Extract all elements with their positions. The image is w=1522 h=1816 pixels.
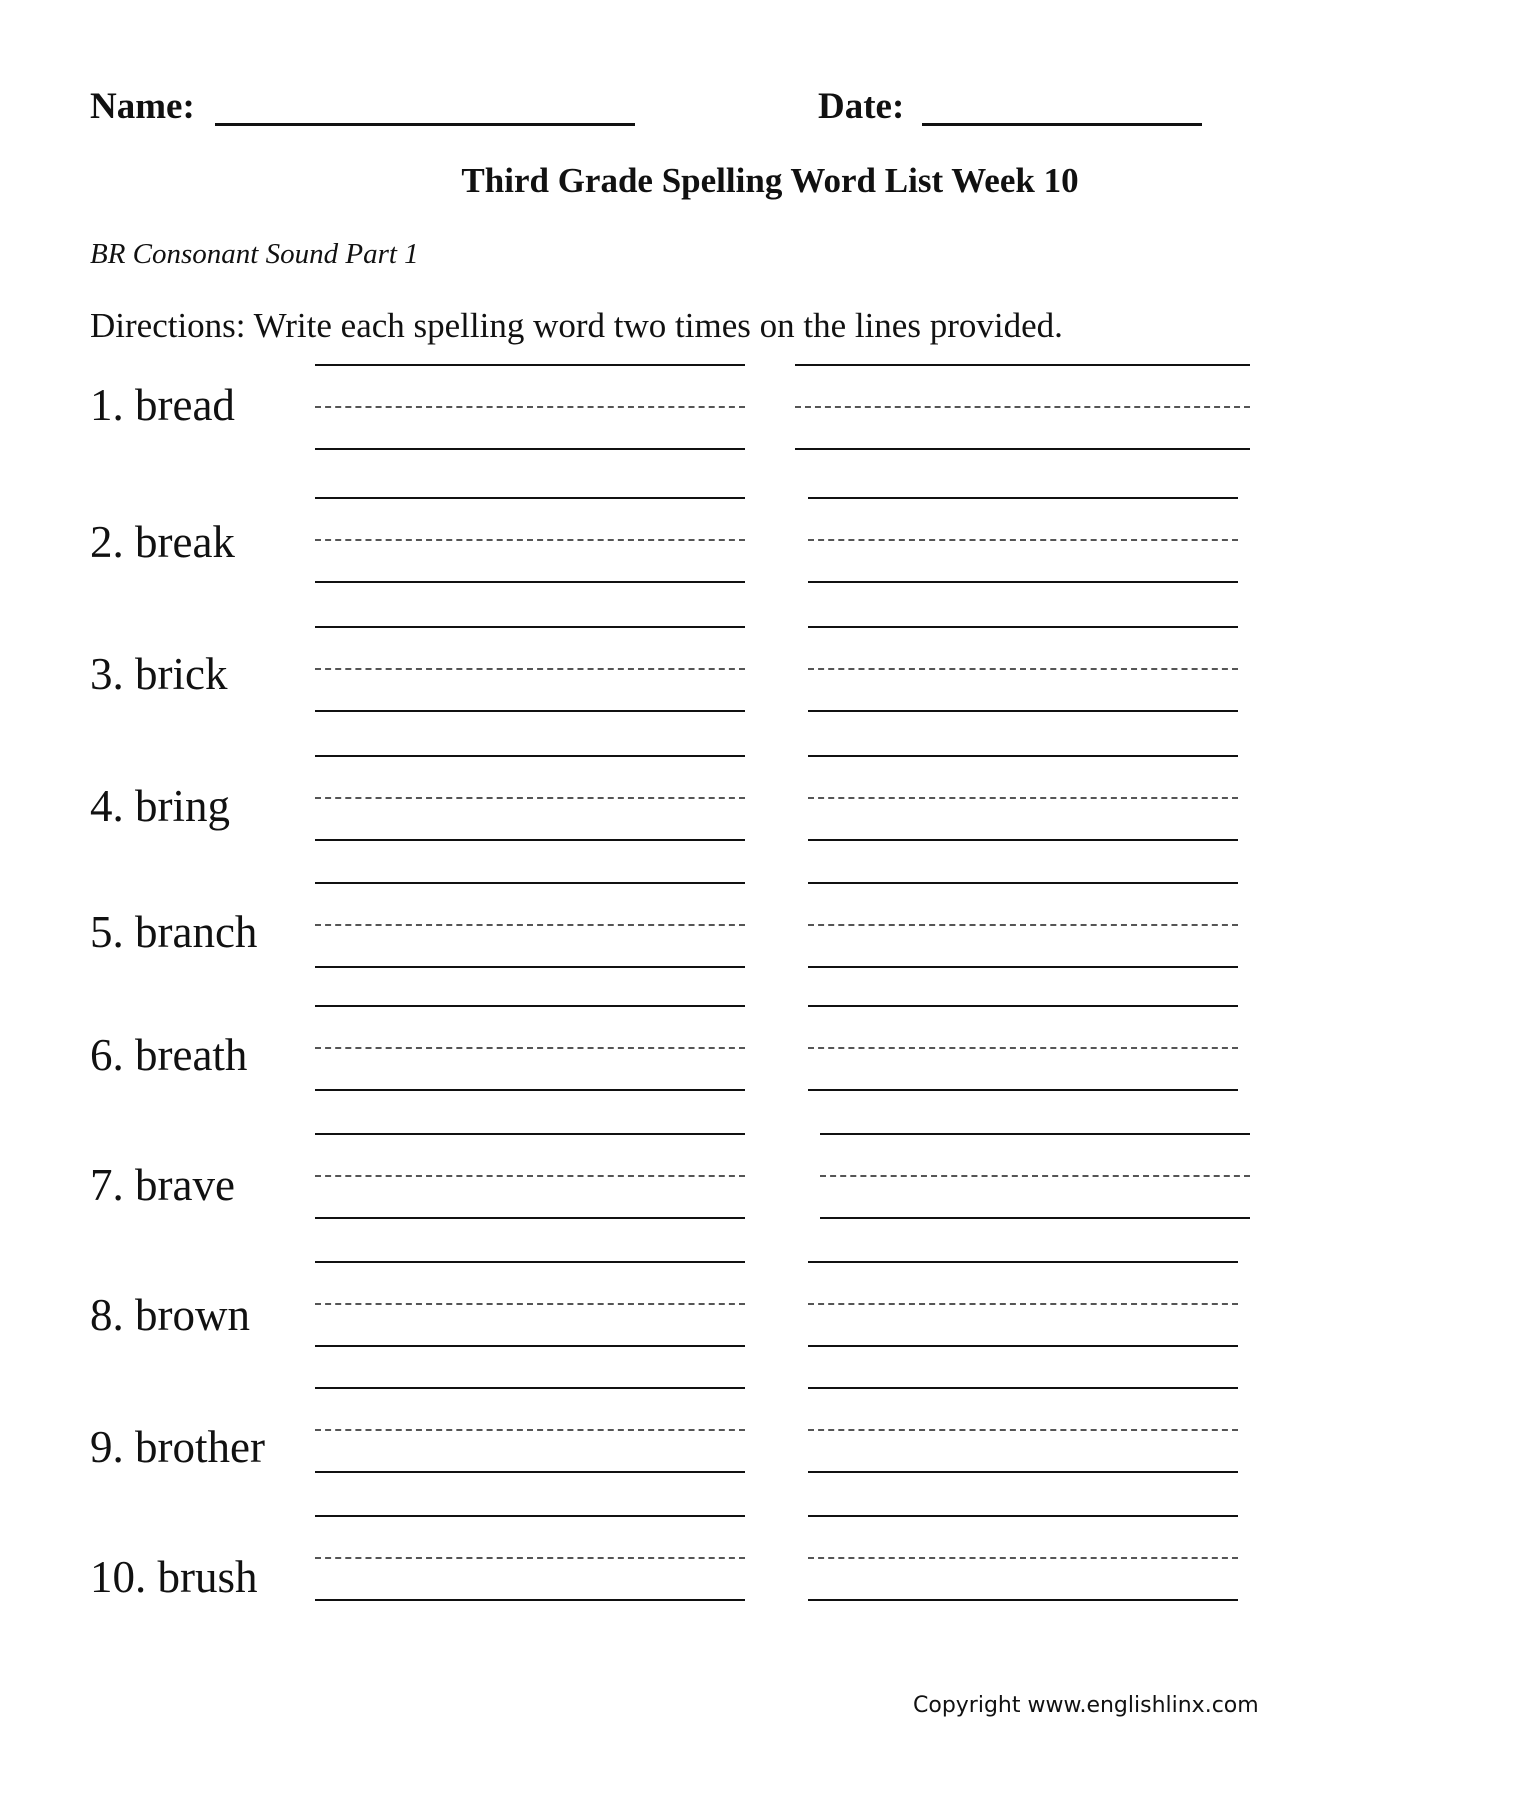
writing-line-midline — [808, 668, 1238, 670]
writing-line-base[interactable] — [315, 1471, 745, 1473]
writing-line-top[interactable] — [808, 1261, 1238, 1263]
writing-line-base[interactable] — [808, 1089, 1238, 1091]
writing-line-midline — [795, 406, 1250, 408]
writing-line-midline — [315, 1429, 745, 1431]
writing-line-midline — [820, 1175, 1250, 1177]
writing-line-base[interactable] — [315, 1089, 745, 1091]
writing-line-base[interactable] — [808, 1599, 1238, 1601]
directions-text: Directions: Write each spelling word two times on the lines provided. — [90, 306, 1063, 345]
writing-line-midline — [315, 1303, 745, 1305]
writing-line-top[interactable] — [808, 1515, 1238, 1517]
writing-line-base[interactable] — [315, 1217, 745, 1219]
writing-line-base[interactable] — [808, 581, 1238, 583]
writing-line-top[interactable] — [808, 1005, 1238, 1007]
writing-line-midline — [808, 1557, 1238, 1559]
spelling-word: 7. brave — [90, 1160, 235, 1210]
writing-line-base[interactable] — [315, 448, 745, 450]
writing-line-base[interactable] — [795, 448, 1250, 450]
spelling-word: 6. breath — [90, 1030, 248, 1080]
writing-line-midline — [808, 1047, 1238, 1049]
writing-line-base[interactable] — [315, 839, 745, 841]
writing-line-midline — [315, 1557, 745, 1559]
writing-line-base[interactable] — [315, 710, 745, 712]
spelling-word: 4. bring — [90, 781, 230, 831]
writing-line-base[interactable] — [820, 1217, 1250, 1219]
writing-line-midline — [315, 1047, 745, 1049]
writing-line-top[interactable] — [315, 364, 745, 366]
writing-line-base[interactable] — [315, 581, 745, 583]
name-blank-line[interactable] — [215, 123, 635, 126]
writing-line-base[interactable] — [315, 1599, 745, 1601]
worksheet-title: Third Grade Spelling Word List Week 10 — [461, 161, 1079, 200]
writing-line-midline — [808, 1429, 1238, 1431]
writing-line-top[interactable] — [315, 1261, 745, 1263]
writing-line-base[interactable] — [808, 966, 1238, 968]
writing-line-base[interactable] — [808, 1471, 1238, 1473]
writing-line-top[interactable] — [315, 1387, 745, 1389]
spelling-word: 10. brush — [90, 1552, 258, 1602]
spelling-word: 3. brick — [90, 649, 228, 699]
spelling-word: 2. break — [90, 517, 235, 567]
writing-line-top[interactable] — [315, 1515, 745, 1517]
spelling-word: 8. brown — [90, 1290, 250, 1340]
writing-line-top[interactable] — [808, 1387, 1238, 1389]
writing-line-top[interactable] — [315, 882, 745, 884]
writing-line-midline — [808, 797, 1238, 799]
writing-line-base[interactable] — [808, 1345, 1238, 1347]
writing-line-midline — [315, 539, 745, 541]
copyright-notice: Copyright www.englishlinx.com — [913, 1693, 1259, 1718]
spelling-word: 1. bread — [90, 380, 235, 430]
date-label: Date: — [818, 86, 905, 127]
writing-line-top[interactable] — [820, 1133, 1250, 1135]
writing-line-top[interactable] — [315, 626, 745, 628]
writing-line-top[interactable] — [795, 364, 1250, 366]
writing-line-midline — [808, 924, 1238, 926]
writing-line-top[interactable] — [808, 755, 1238, 757]
writing-line-midline — [315, 1175, 745, 1177]
writing-line-top[interactable] — [808, 497, 1238, 499]
writing-line-top[interactable] — [315, 755, 745, 757]
writing-line-midline — [315, 797, 745, 799]
writing-line-top[interactable] — [315, 497, 745, 499]
writing-line-top[interactable] — [315, 1005, 745, 1007]
worksheet-subtitle: BR Consonant Sound Part 1 — [90, 238, 419, 270]
writing-line-midline — [315, 668, 745, 670]
name-label: Name: — [90, 86, 195, 127]
writing-line-top[interactable] — [808, 882, 1238, 884]
writing-line-midline — [808, 539, 1238, 541]
writing-line-base[interactable] — [808, 710, 1238, 712]
writing-line-midline — [808, 1303, 1238, 1305]
writing-line-midline — [315, 406, 745, 408]
spelling-word: 9. brother — [90, 1422, 265, 1472]
writing-line-base[interactable] — [315, 966, 745, 968]
writing-line-midline — [315, 924, 745, 926]
writing-line-top[interactable] — [808, 626, 1238, 628]
writing-line-top[interactable] — [315, 1133, 745, 1135]
writing-line-base[interactable] — [808, 839, 1238, 841]
date-blank-line[interactable] — [922, 123, 1202, 126]
spelling-word: 5. branch — [90, 907, 258, 957]
writing-line-base[interactable] — [315, 1345, 745, 1347]
